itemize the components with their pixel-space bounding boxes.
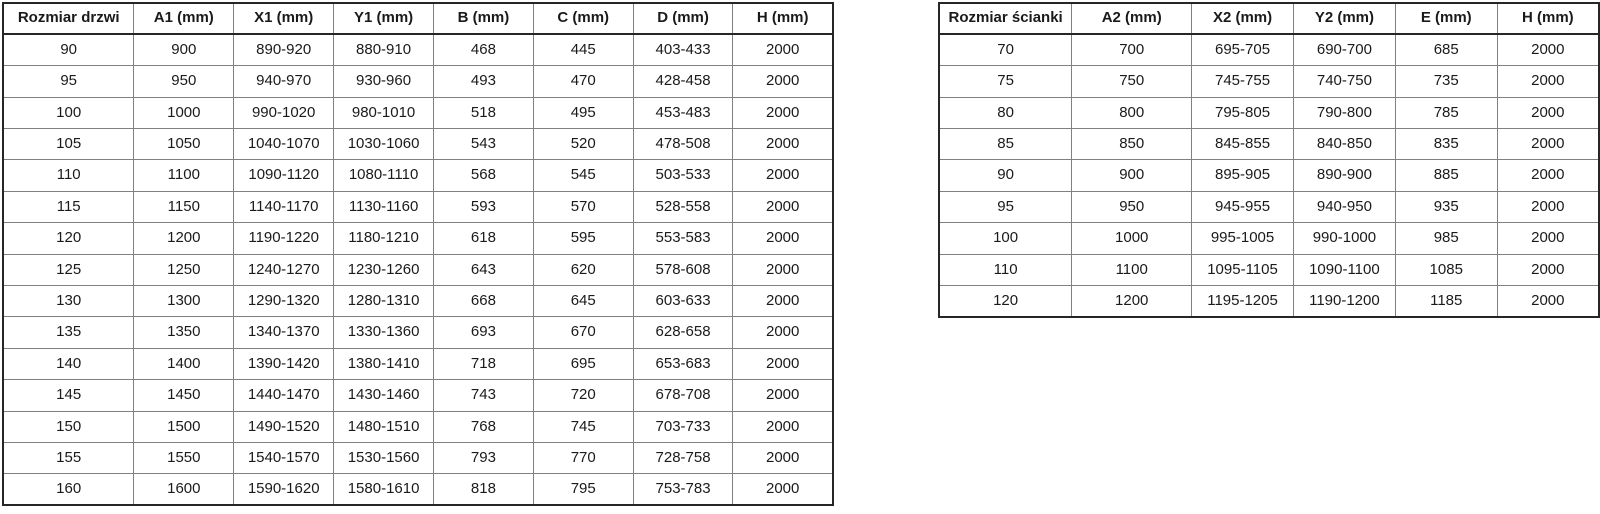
column-header: E (mm) bbox=[1395, 3, 1497, 34]
table-cell: 115 bbox=[3, 191, 134, 222]
table-row bbox=[939, 160, 1599, 191]
column-header: B (mm) bbox=[434, 3, 534, 34]
table-row bbox=[3, 286, 833, 317]
table-cell: 1090-1120 bbox=[234, 160, 334, 191]
table-cell: 700 bbox=[1072, 34, 1192, 65]
table-cell: 1080-1110 bbox=[334, 160, 434, 191]
table-body bbox=[939, 34, 1599, 317]
table-row bbox=[3, 160, 833, 191]
table-cell: 945-955 bbox=[1192, 191, 1294, 222]
table-cell: 940-950 bbox=[1293, 191, 1395, 222]
table-cell: 2000 bbox=[733, 97, 833, 128]
table-cell: 595 bbox=[533, 223, 633, 254]
table-cell: 1100 bbox=[1072, 254, 1192, 285]
table-cell: 1400 bbox=[134, 348, 234, 379]
table-cell: 790-800 bbox=[1293, 97, 1395, 128]
table-cell: 643 bbox=[434, 254, 534, 285]
table-cell: 728-758 bbox=[633, 442, 733, 473]
column-header: H (mm) bbox=[733, 3, 833, 34]
table-cell: 85 bbox=[939, 129, 1072, 160]
table-cell: 1250 bbox=[134, 254, 234, 285]
table-cell: 800 bbox=[1072, 97, 1192, 128]
table-cell: 895-905 bbox=[1192, 160, 1294, 191]
table-cell: 468 bbox=[434, 34, 534, 65]
table-cell: 685 bbox=[1395, 34, 1497, 65]
table-cell: 1600 bbox=[134, 474, 234, 505]
table-cell: 1230-1260 bbox=[334, 254, 434, 285]
table-cell: 1530-1560 bbox=[334, 442, 434, 473]
table-cell: 110 bbox=[939, 254, 1072, 285]
table-cell: 950 bbox=[134, 66, 234, 97]
table-cell: 95 bbox=[939, 191, 1072, 222]
table-cell: 2000 bbox=[733, 411, 833, 442]
table-row bbox=[3, 34, 833, 65]
table-cell: 818 bbox=[434, 474, 534, 505]
table-cell: 990-1020 bbox=[234, 97, 334, 128]
table-row bbox=[939, 286, 1599, 317]
table-cell: 940-970 bbox=[234, 66, 334, 97]
table-cell: 2000 bbox=[1497, 129, 1599, 160]
table-cell: 2000 bbox=[733, 160, 833, 191]
table-cell: 1550 bbox=[134, 442, 234, 473]
table-cell: 690-700 bbox=[1293, 34, 1395, 65]
table-cell: 145 bbox=[3, 380, 134, 411]
table-cell: 1380-1410 bbox=[334, 348, 434, 379]
table-cell: 545 bbox=[533, 160, 633, 191]
table-cell: 520 bbox=[533, 129, 633, 160]
table-cell: 100 bbox=[939, 223, 1072, 254]
table-cell: 2000 bbox=[1497, 286, 1599, 317]
table-cell: 1150 bbox=[134, 191, 234, 222]
table-cell: 2000 bbox=[733, 254, 833, 285]
column-header: D (mm) bbox=[633, 3, 733, 34]
table-cell: 105 bbox=[3, 129, 134, 160]
table-row bbox=[3, 97, 833, 128]
table-cell: 130 bbox=[3, 286, 134, 317]
table-cell: 90 bbox=[939, 160, 1072, 191]
table-cell: 2000 bbox=[1497, 34, 1599, 65]
table-cell: 593 bbox=[434, 191, 534, 222]
table-cell: 900 bbox=[134, 34, 234, 65]
table-cell: 743 bbox=[434, 380, 534, 411]
table-cell: 578-608 bbox=[633, 254, 733, 285]
table-cell: 2000 bbox=[733, 286, 833, 317]
table-cell: 985 bbox=[1395, 223, 1497, 254]
table-cell: 1000 bbox=[1072, 223, 1192, 254]
table-cell: 1330-1360 bbox=[334, 317, 434, 348]
table-cell: 930-960 bbox=[334, 66, 434, 97]
table-cell: 2000 bbox=[733, 474, 833, 505]
column-header: A2 (mm) bbox=[1072, 3, 1192, 34]
table-row bbox=[939, 97, 1599, 128]
table-cell: 1200 bbox=[134, 223, 234, 254]
table-cell: 795 bbox=[533, 474, 633, 505]
table-cell: 140 bbox=[3, 348, 134, 379]
table-cell: 120 bbox=[3, 223, 134, 254]
table-cell: 2000 bbox=[733, 380, 833, 411]
table-cell: 835 bbox=[1395, 129, 1497, 160]
table-cell: 745 bbox=[533, 411, 633, 442]
table-row bbox=[3, 129, 833, 160]
table-cell: 750 bbox=[1072, 66, 1192, 97]
table-cell: 110 bbox=[3, 160, 134, 191]
table-cell: 503-533 bbox=[633, 160, 733, 191]
column-header: Y1 (mm) bbox=[334, 3, 434, 34]
table-cell: 1195-1205 bbox=[1192, 286, 1294, 317]
table-cell: 470 bbox=[533, 66, 633, 97]
table-cell: 1090-1100 bbox=[1293, 254, 1395, 285]
table-cell: 1000 bbox=[134, 97, 234, 128]
table-cell: 495 bbox=[533, 97, 633, 128]
table-row bbox=[939, 129, 1599, 160]
table-cell: 1430-1460 bbox=[334, 380, 434, 411]
column-header: C (mm) bbox=[533, 3, 633, 34]
table-cell: 95 bbox=[3, 66, 134, 97]
table-row bbox=[3, 442, 833, 473]
column-header: H (mm) bbox=[1497, 3, 1599, 34]
table-cell: 1180-1210 bbox=[334, 223, 434, 254]
wall-dimensions-table bbox=[938, 2, 1600, 318]
table-cell: 620 bbox=[533, 254, 633, 285]
table-cell: 2000 bbox=[733, 348, 833, 379]
table-row bbox=[3, 191, 833, 222]
table-cell: 2000 bbox=[1497, 97, 1599, 128]
table-cell: 795-805 bbox=[1192, 97, 1294, 128]
column-header: Rozmiar drzwi bbox=[3, 3, 134, 34]
table-row bbox=[3, 223, 833, 254]
table-cell: 1280-1310 bbox=[334, 286, 434, 317]
table-cell: 793 bbox=[434, 442, 534, 473]
table-cell: 740-750 bbox=[1293, 66, 1395, 97]
table-cell: 753-783 bbox=[633, 474, 733, 505]
table-row bbox=[3, 317, 833, 348]
table-cell: 890-920 bbox=[234, 34, 334, 65]
table-row bbox=[939, 254, 1599, 285]
table-cell: 155 bbox=[3, 442, 134, 473]
table-cell: 1490-1520 bbox=[234, 411, 334, 442]
table-cell: 990-1000 bbox=[1293, 223, 1395, 254]
table-row bbox=[3, 474, 833, 505]
table-row bbox=[939, 191, 1599, 222]
table-cell: 120 bbox=[939, 286, 1072, 317]
table-cell: 1290-1320 bbox=[234, 286, 334, 317]
table-cell: 453-483 bbox=[633, 97, 733, 128]
table-cell: 150 bbox=[3, 411, 134, 442]
table-cell: 845-855 bbox=[1192, 129, 1294, 160]
table-cell: 543 bbox=[434, 129, 534, 160]
table-row bbox=[939, 66, 1599, 97]
column-header: X2 (mm) bbox=[1192, 3, 1294, 34]
table-cell: 2000 bbox=[733, 66, 833, 97]
column-header: Rozmiar ścianki bbox=[939, 3, 1072, 34]
table-cell: 935 bbox=[1395, 191, 1497, 222]
table-cell: 125 bbox=[3, 254, 134, 285]
table-cell: 695-705 bbox=[1192, 34, 1294, 65]
header-row bbox=[939, 3, 1599, 34]
table-cell: 2000 bbox=[1497, 191, 1599, 222]
table-cell: 1095-1105 bbox=[1192, 254, 1294, 285]
table-cell: 160 bbox=[3, 474, 134, 505]
table-cell: 478-508 bbox=[633, 129, 733, 160]
table-cell: 745-755 bbox=[1192, 66, 1294, 97]
table-cell: 785 bbox=[1395, 97, 1497, 128]
column-header: A1 (mm) bbox=[134, 3, 234, 34]
table-cell: 695 bbox=[533, 348, 633, 379]
table-cell: 75 bbox=[939, 66, 1072, 97]
table-cell: 618 bbox=[434, 223, 534, 254]
table-header bbox=[939, 3, 1599, 34]
table-cell: 1140-1170 bbox=[234, 191, 334, 222]
table-cell: 80 bbox=[939, 97, 1072, 128]
table-cell: 2000 bbox=[1497, 66, 1599, 97]
table-cell: 678-708 bbox=[633, 380, 733, 411]
table-cell: 1190-1200 bbox=[1293, 286, 1395, 317]
table-cell: 850 bbox=[1072, 129, 1192, 160]
table-cell: 518 bbox=[434, 97, 534, 128]
table-cell: 2000 bbox=[733, 191, 833, 222]
table-cell: 1200 bbox=[1072, 286, 1192, 317]
table-cell: 2000 bbox=[733, 223, 833, 254]
table-cell: 900 bbox=[1072, 160, 1192, 191]
table-cell: 2000 bbox=[1497, 160, 1599, 191]
table-cell: 445 bbox=[533, 34, 633, 65]
table-row bbox=[939, 34, 1599, 65]
table-cell: 703-733 bbox=[633, 411, 733, 442]
table-cell: 770 bbox=[533, 442, 633, 473]
table-row bbox=[3, 348, 833, 379]
table-cell: 603-633 bbox=[633, 286, 733, 317]
table-cell: 1130-1160 bbox=[334, 191, 434, 222]
table-cell: 528-558 bbox=[633, 191, 733, 222]
table-cell: 890-900 bbox=[1293, 160, 1395, 191]
table-cell: 1100 bbox=[134, 160, 234, 191]
table-cell: 668 bbox=[434, 286, 534, 317]
header-row bbox=[3, 3, 833, 34]
table-cell: 720 bbox=[533, 380, 633, 411]
table-cell: 628-658 bbox=[633, 317, 733, 348]
column-header: X1 (mm) bbox=[234, 3, 334, 34]
table-row bbox=[939, 223, 1599, 254]
table-cell: 670 bbox=[533, 317, 633, 348]
table-cell: 950 bbox=[1072, 191, 1192, 222]
table-cell: 1185 bbox=[1395, 286, 1497, 317]
table-cell: 553-583 bbox=[633, 223, 733, 254]
table-cell: 1190-1220 bbox=[234, 223, 334, 254]
table-cell: 2000 bbox=[1497, 223, 1599, 254]
table-cell: 885 bbox=[1395, 160, 1497, 191]
door-dimensions-table bbox=[2, 2, 834, 506]
table-cell: 570 bbox=[533, 191, 633, 222]
table-cell: 1500 bbox=[134, 411, 234, 442]
table-cell: 995-1005 bbox=[1192, 223, 1294, 254]
table-cell: 1480-1510 bbox=[334, 411, 434, 442]
table-cell: 428-458 bbox=[633, 66, 733, 97]
table-cell: 1240-1270 bbox=[234, 254, 334, 285]
table-cell: 1050 bbox=[134, 129, 234, 160]
table-cell: 1340-1370 bbox=[234, 317, 334, 348]
table-cell: 768 bbox=[434, 411, 534, 442]
table-cell: 70 bbox=[939, 34, 1072, 65]
table-cell: 403-433 bbox=[633, 34, 733, 65]
table-row bbox=[3, 411, 833, 442]
table-cell: 1085 bbox=[1395, 254, 1497, 285]
table-cell: 840-850 bbox=[1293, 129, 1395, 160]
table-cell: 1300 bbox=[134, 286, 234, 317]
table-cell: 880-910 bbox=[334, 34, 434, 65]
table-cell: 2000 bbox=[733, 129, 833, 160]
table-cell: 1030-1060 bbox=[334, 129, 434, 160]
table-cell: 1040-1070 bbox=[234, 129, 334, 160]
table-header bbox=[3, 3, 833, 34]
table-row bbox=[3, 254, 833, 285]
table-cell: 90 bbox=[3, 34, 134, 65]
table-cell: 645 bbox=[533, 286, 633, 317]
table-row bbox=[3, 66, 833, 97]
table-cell: 1350 bbox=[134, 317, 234, 348]
table-cell: 568 bbox=[434, 160, 534, 191]
table-cell: 718 bbox=[434, 348, 534, 379]
table-cell: 135 bbox=[3, 317, 134, 348]
table-cell: 980-1010 bbox=[334, 97, 434, 128]
table-cell: 2000 bbox=[1497, 254, 1599, 285]
table-cell: 735 bbox=[1395, 66, 1497, 97]
table-cell: 2000 bbox=[733, 34, 833, 65]
table-row bbox=[3, 380, 833, 411]
table-cell: 693 bbox=[434, 317, 534, 348]
table-cell: 100 bbox=[3, 97, 134, 128]
table-cell: 2000 bbox=[733, 317, 833, 348]
table-cell: 2000 bbox=[733, 442, 833, 473]
table-cell: 1590-1620 bbox=[234, 474, 334, 505]
table-cell: 1450 bbox=[134, 380, 234, 411]
table-body bbox=[3, 34, 833, 505]
table-cell: 1580-1610 bbox=[334, 474, 434, 505]
table-cell: 1440-1470 bbox=[234, 380, 334, 411]
table-cell: 1390-1420 bbox=[234, 348, 334, 379]
table-cell: 653-683 bbox=[633, 348, 733, 379]
table-cell: 493 bbox=[434, 66, 534, 97]
column-header: Y2 (mm) bbox=[1293, 3, 1395, 34]
table-cell: 1540-1570 bbox=[234, 442, 334, 473]
